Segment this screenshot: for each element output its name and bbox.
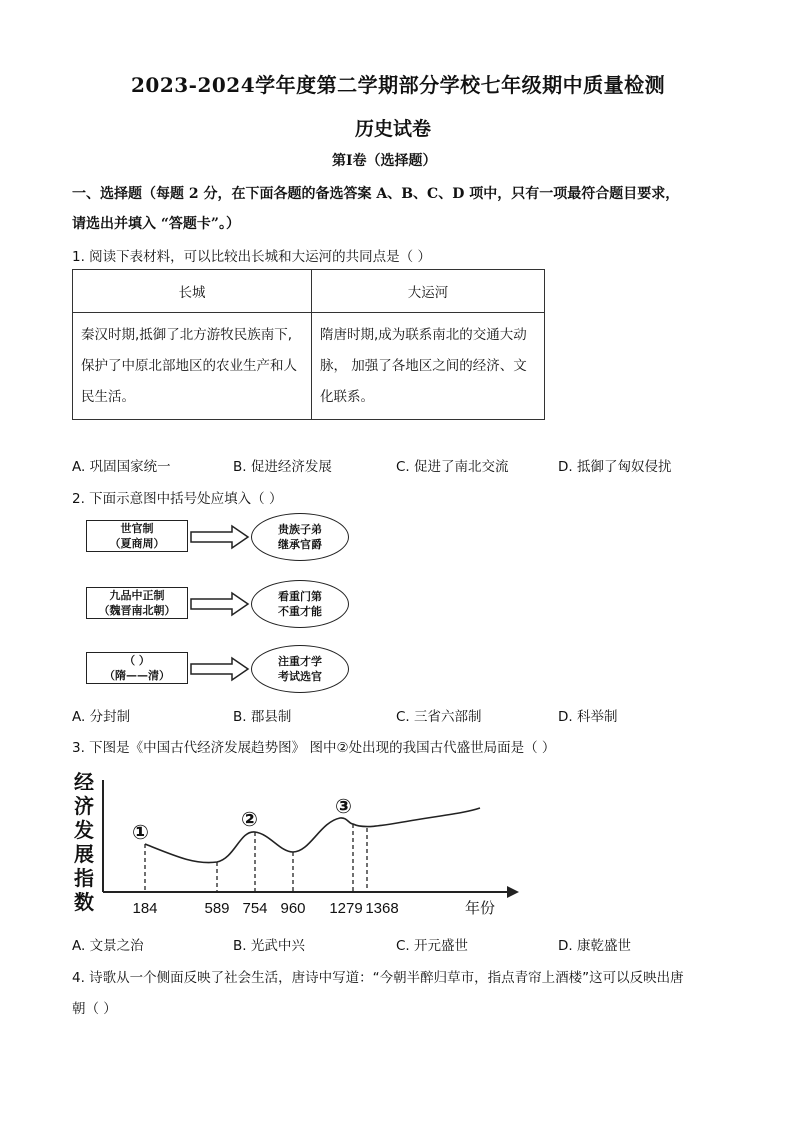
question-2-stem: 2. 下面示意图中括号处应填入（ ） — [72, 491, 283, 507]
x-tick-label: 589 — [204, 900, 230, 917]
diagram-box-label: （ ） — [124, 654, 150, 667]
diagram-box-period: （魏晋南北朝） — [98, 604, 176, 617]
diagram-ellipse-line2: 继承官爵 — [278, 538, 322, 551]
diagram-ellipse-exam — [251, 645, 349, 693]
chart-x-axis-label: 年份 — [464, 900, 496, 917]
question-4-stem-line2: 朝（ ） — [72, 1001, 117, 1017]
question-1-stem: 1. 阅读下表材料，可以比较出长城和大运河的共同点是（ ） — [72, 249, 431, 265]
diagram-box-period: （夏商周） — [109, 537, 165, 550]
diagram-ellipse-line2: 考试选官 — [278, 670, 322, 683]
diagram-box-nine-rank — [86, 587, 188, 619]
diagram-box-blank — [86, 652, 188, 684]
axis-arrow-icon — [507, 886, 519, 898]
diagram-box-label: 世官制 — [120, 522, 154, 535]
arrow-icon — [190, 591, 250, 617]
diagram-ellipse-line1: 看重门第 — [278, 590, 322, 603]
diagram-box-hereditary — [86, 520, 188, 552]
table-cell-grand-canal: 隋唐时期,成为联系南北的交通大动脉， 加强了各地区之间的经济、文化联系。 — [312, 313, 545, 420]
x-tick-label: 1279 — [329, 900, 363, 917]
diagram-box-period: （隋——清） — [104, 669, 170, 682]
question-4-stem-line1: 4. 诗歌从一个侧面反映了社会生活，唐诗中写道：“今朝半醉归草市，指点青帘上酒楼”这可以反映出唐 — [72, 970, 684, 986]
x-tick-label: 184 — [132, 900, 158, 917]
q1-option-c[interactable]: C. 促进了南北交流 — [396, 459, 509, 475]
x-tick-label: 1368 — [365, 900, 399, 917]
q2-option-b[interactable]: B. 郡县制 — [233, 709, 292, 725]
q2-option-d[interactable]: D. 科举制 — [558, 709, 618, 725]
x-tick-label: 960 — [280, 900, 306, 917]
section-instruction-line1: 一、选择题（每题 2 分，在下面各题的备选答案 A、B、C、D 项中，只有一项最符合题目要求， — [72, 186, 680, 202]
economy-trend-chart — [95, 780, 535, 920]
question-3-stem: 3. 下图是《中国古代经济发展趋势图》 图中②处出现的我国古代盛世局面是（ ） — [72, 740, 556, 756]
marker-2: ② — [241, 807, 258, 831]
q2-option-a[interactable]: A. 分封制 — [72, 709, 131, 725]
table-row — [73, 313, 545, 420]
trend-line — [145, 808, 480, 863]
table-header-grand-canal: 大运河 — [312, 270, 545, 313]
x-tick-label: 754 — [242, 900, 268, 917]
arrow-icon — [190, 656, 250, 682]
q3-option-a[interactable]: A. 文景之治 — [72, 938, 144, 954]
diagram-ellipse-line1: 贵族子弟 — [278, 523, 322, 536]
exam-title: 2023-2024学年度第二学期部分学校七年级期中质量检测 — [131, 73, 666, 97]
marker-1: ① — [132, 820, 149, 844]
comparison-table — [72, 269, 545, 420]
q1-option-d[interactable]: D. 抵御了匈奴侵扰 — [558, 459, 672, 475]
chart-y-axis-label: 经济发展指数 — [74, 770, 94, 914]
q1-option-a[interactable]: A. 巩固国家统一 — [72, 459, 171, 475]
table-cell-great-wall: 秦汉时期,抵御了北方游牧民族南下,保护了中原北部地区的农业生产和人民生活。 — [73, 313, 312, 420]
q3-option-b[interactable]: B. 光武中兴 — [233, 938, 305, 954]
subject-title: 历史试卷 — [355, 118, 432, 140]
table-header-row — [73, 270, 545, 313]
diagram-ellipse-line2: 不重才能 — [278, 605, 322, 618]
arrow-icon — [190, 524, 250, 550]
diagram-ellipse-hereditary — [251, 513, 349, 561]
q1-option-b[interactable]: B. 促进经济发展 — [233, 459, 332, 475]
q3-option-c[interactable]: C. 开元盛世 — [396, 938, 469, 954]
marker-3: ③ — [335, 794, 352, 818]
diagram-ellipse-nine-rank — [251, 580, 349, 628]
diagram-ellipse-line1: 注重才学 — [278, 655, 322, 668]
volume-label: 第Ⅰ卷（选择题） — [332, 153, 437, 169]
table-header-great-wall: 长城 — [73, 270, 312, 313]
q3-option-d[interactable]: D. 康乾盛世 — [558, 938, 631, 954]
q2-option-c[interactable]: C. 三省六部制 — [396, 709, 482, 725]
diagram-box-label: 九品中正制 — [109, 589, 165, 602]
section-instruction-line2: 请选出并填入 “答题卡”。） — [72, 216, 240, 232]
